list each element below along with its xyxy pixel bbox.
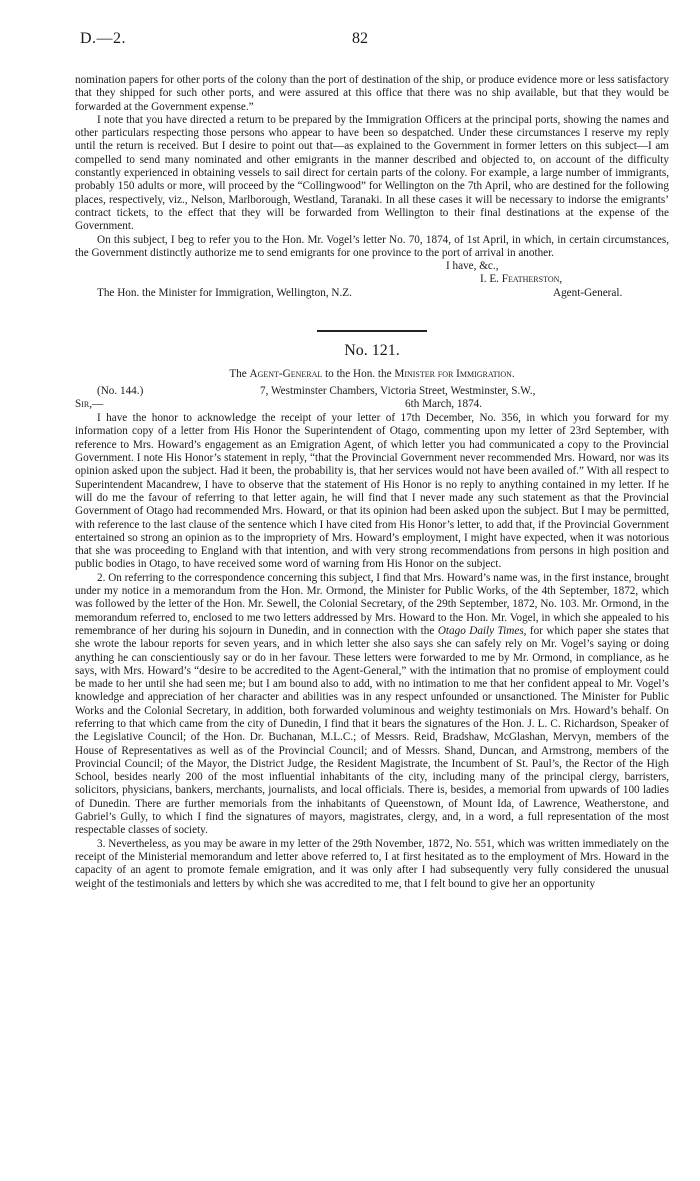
letter1-signature: I. E. Featherston,	[480, 273, 563, 286]
letter1-paragraph-2: I note that you have directed a return to be prepared by the Immigration Officers at the principal ports, showing the names and other particulars respecting those persons who appear to have been so despatched. Under these circumstances I reserve my reply until the return is received. But I desire to point out that—as explained to the Government in former letters on this subject—I am compelled to send many nominated and other emigrants in the manner described and objected to, on account of the difficulty constantly experienced in obtaining vessels to sail direct for certain parts of the colony. For example, a large number of immigrants, probably 150 adults or more, will proceed by the “Collingwood” for Wellington on the 7th April, who are destined for the following places, respectively, viz., Nelson, Marlborough, Westland, Taranaki. In all these cases it will be necessary to indorse the emigrants’ contract tickets, to the effect that they will be forwarded from Wellington to their final destinations at the expense of the Government.	[75, 113, 669, 233]
page-body	[75, 74, 669, 891]
letter1-paragraph-1: nomination papers for other ports of the colony than the port of destination of the ship, or produce evidence more or less satisfactory that they shipped for such other ports, and were assured at this office that there was no ship available, but that they would be forwarded at the Government expense.”	[75, 74, 669, 113]
newspaper-title: Otago Daily Times	[437, 624, 524, 637]
address-from: Agent-General	[249, 368, 323, 381]
address-to: Minister for Immigration.	[394, 368, 515, 381]
section-divider	[317, 330, 427, 332]
address-mid: to the Hon. the	[325, 368, 392, 381]
letter2-ref-no: (No. 144.)	[97, 385, 144, 398]
letter1-paragraph-3: On this subject, I beg to refer you to the Hon. Mr. Vogel’s letter No. 70, 1874, of 1st April, in which, in certain circumstances, the Government distinctly authorize me to send emigrants for one province to the port of arrival in another.	[75, 233, 669, 259]
letter1-addressee: The Hon. the Minister for Immigration, Wellington, N.Z.	[97, 287, 352, 300]
letter2-address-line	[75, 368, 669, 382]
letter2-paragraph-3: 3. Nevertheless, as you may be aware in my letter of the 29th November, 1872, No. 551, which was written immediately on the receipt of the Ministerial memorandum and letter above referred to, I at first hesitated as to the employment of Mrs. Howard in the capacity of an agent to promote female emigration, and it was only after I had subsequently very fully considered the unusual weight of the testimonials and letters by which she was accredited to me, that I felt bound to give her an opportunity	[75, 837, 669, 890]
page-number: 82	[352, 30, 368, 47]
letter1-closing: I have, &c.,	[446, 260, 499, 273]
letter2-date: 6th March, 1874.	[405, 398, 483, 411]
letter1-signer-title: Agent-General.	[553, 287, 623, 300]
letter2-paragraph-2-start: 2. On referring to the correspondence concerning this subject, I find that Mrs. Howard’s name was, in the first instance, brought under my notice in a memorandum from the Hon. Mr. Ormond, the Minister for Public Works, of the 4th September, 1872, which was followed by the letter of the Hon. Mr. Sewell, the Colonial Secretary, of the 29th September, 1872, No. 103. Mr. Ormond, in the memorandum referred to, enclosed to me two letters addressed by Mrs. Howard to the Hon. Mr. Vogel, in which she appealed to his remembrance of her during his sojourn in Dunedin, and in connection with the	[75, 571, 669, 637]
letter2-heading-block	[75, 385, 669, 412]
letter2-number: No. 121.	[344, 342, 400, 360]
page-header	[80, 30, 640, 50]
address-pre: The	[229, 368, 247, 381]
letter2-paragraph-2	[75, 572, 669, 838]
letter2-paragraph-2-end: , for which paper she states that she wrote the labour reports for seven years, and in which letter she also says she can safely rely on Mr. Vogel’s saying or doing anything he can conscientiously say or do in her favour. These letters were forwarded to me by Mr. Ormond, in compliance, as he says, with Mrs. Howard’s “desire to be accredited to the Agent-General,” with the intimation that no promise of employment could be made to her until she had seen me; but I am bound also to add, with no intimation to me that her confident appeal to Mr. Vogel’s knowledge and appreciation of her character and abilities was in any respect unfounded or unsanctioned. The Minister for Public Works and the Colonial Secretary, in addition, both forwarded voluminous and weighty testimonials on Mrs. Howard’s behalf. On referring to that which came from the city of Dunedin, I find that it bears the signatures of the Hon. J. L. C. Richardson, Speaker of the Legislative Council; of the Hon. Dr. Buchanan, M.L.C.; of Messrs. Reid, Bradshaw, McGlashan, Mervyn, members of the House of Representatives as well as of the Provincial Council; and of Messrs. Shand, Duncan, and Armstrong, members of the Provincial Council; of the Mayor, the District Judge, the Resident Magistrate, the Incumbent of St. Paul’s, the Rector of the High School, besides nearly 200 of the most influential inhabitants of the city, including many of the principal clergy, barristers, solicitors, physicians, bankers, merchants, journalists, and local officials. There is, besides, a memorial from upwards of 100 ladies of Dunedin. There are further memorials from the inhabitants of Queenstown, of Mount Ida, of Lawrence, Weatherstone, and Gabriel’s Gully, to which I find the signatures of mayors, magistrates, clergy, and, in a word, a full representation of the most respectable classes of society.	[75, 624, 670, 837]
letter2-paragraph-1: I have the honor to acknowledge the receipt of your letter of 17th December, No. 356, in which you forward for my information copy of a letter from His Honor the Superintendent of Otago, commenting upon my letter of 23rd September, with reference to Mrs. Howard’s engagement as an Emigration Agent, of which letter you had communicated a copy to the Provincial Government. I note His Honor’s statement in reply, “that the Provincial Government never recommended Mrs. Howard, nor was its opinion asked upon the subject. Had it been, the probability is, that her services would not have been availed of.” With all respect to Superintendent Macandrew, I have to observe that the statement of His Honor is no reply to anything contained in my letter. If he will do me the favour of referring to that letter again, he will find that I never made any such statement as that the Provincial Government of Otago had recommended Mrs. Howard, or that its opinion had been asked upon the subject. But I may be permitted, with reference to the last clause of the sentence which I have cited from His Honor’s letter, to add that, if the Provincial Government entertained so strong an opinion as to the impropriety of Mrs. Howard’s employment, I might have expected, when it was notorious that she was proceeding to England with that intention, and with very strong recommendations from persons in high position and public bodies in Otago, to have received some word of warning from His Honor on the subject.	[75, 412, 669, 571]
letter2-location: 7, Westminster Chambers, Victoria Street, Westminster, S.W.,	[260, 385, 536, 398]
letter2-salutation: Sir,—	[75, 398, 104, 411]
document-reference: D.—2.	[80, 30, 127, 47]
letter1-signature-block	[75, 260, 669, 314]
